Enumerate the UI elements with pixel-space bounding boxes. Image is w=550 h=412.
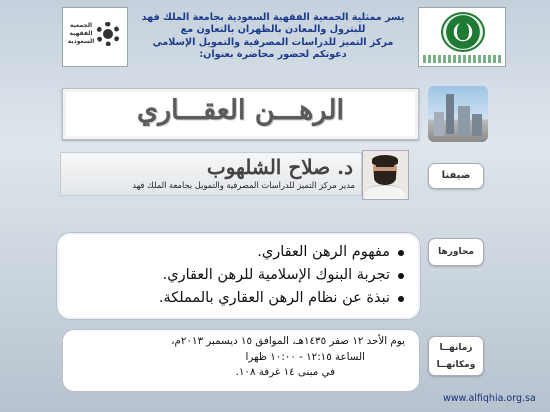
photo-beard bbox=[374, 171, 396, 185]
topics-label: محاورها bbox=[428, 238, 484, 266]
invitation-header bbox=[132, 12, 414, 62]
time-place-box bbox=[62, 329, 420, 392]
palm-emblem-icon bbox=[457, 22, 469, 40]
society-logo-text: الجمعية الفقهية السعودية bbox=[67, 22, 95, 45]
speaker-role: مدير مركز التميز للدراسات المصرفية والتمويل بجامعة الملك فهد bbox=[132, 180, 355, 190]
header-line-4: دعوتكم لحضور محاضرة بعنوان: bbox=[199, 49, 347, 61]
university-logo bbox=[418, 7, 506, 67]
building-shape bbox=[458, 106, 470, 136]
header-line-3: مركز التميز للدراسات المصرفية والتمويل الإسلامي bbox=[152, 36, 394, 48]
logo-caption-band bbox=[423, 55, 501, 63]
location-line: في مبنى ١٤ غرفة ١٠٨. bbox=[235, 366, 335, 379]
date-line: يوم الأحد ١٢ صفر ١٤٣٥هـ، الموافق ١٥ ديسمبر ٢٠١٣م، bbox=[171, 335, 405, 347]
speaker-name: د. صلاح الشلهوب bbox=[206, 155, 353, 179]
building-shape bbox=[434, 112, 444, 136]
topics-list bbox=[159, 241, 404, 310]
list-item: مفهوم الرهن العقاري. bbox=[159, 241, 404, 264]
header-line-2: للبترول والمعادن بالظهران بالتعاون مع bbox=[180, 24, 366, 36]
time-line: الساعة ١٢:١٥ - ١٠:٠٠ ظهرا bbox=[245, 350, 365, 363]
time-place-text bbox=[171, 334, 405, 381]
guest-label: ضيفنا bbox=[428, 163, 484, 189]
tower-shape bbox=[446, 94, 454, 134]
list-item: تجربة البنوك الإسلامية للرهن العقاري. bbox=[159, 264, 404, 287]
time-place-label: زمانهــا ومكانهــا bbox=[428, 336, 484, 376]
photo-hair bbox=[372, 155, 398, 165]
header-line-1: يسر ممثلية الجمعية الفقهية السعودية بجامعة الملك فهد bbox=[141, 12, 405, 23]
lecture-title-box bbox=[62, 88, 419, 140]
building-shape bbox=[472, 114, 482, 136]
topics-box bbox=[56, 232, 421, 320]
city-skyline-image bbox=[428, 86, 488, 142]
gear-core-icon bbox=[103, 29, 113, 39]
photo-glasses bbox=[376, 165, 394, 171]
speaker-photo bbox=[362, 150, 409, 200]
speaker-info bbox=[60, 152, 362, 196]
list-item: نبذة عن نظام الرهن العقاري بالمملكة. bbox=[159, 287, 404, 310]
website-watermark: www.alfiqhia.org.sa bbox=[443, 393, 536, 404]
lecture-title: الرهـــن العقـــاري bbox=[136, 95, 345, 126]
society-logo bbox=[62, 7, 128, 67]
photo-body bbox=[365, 185, 405, 200]
